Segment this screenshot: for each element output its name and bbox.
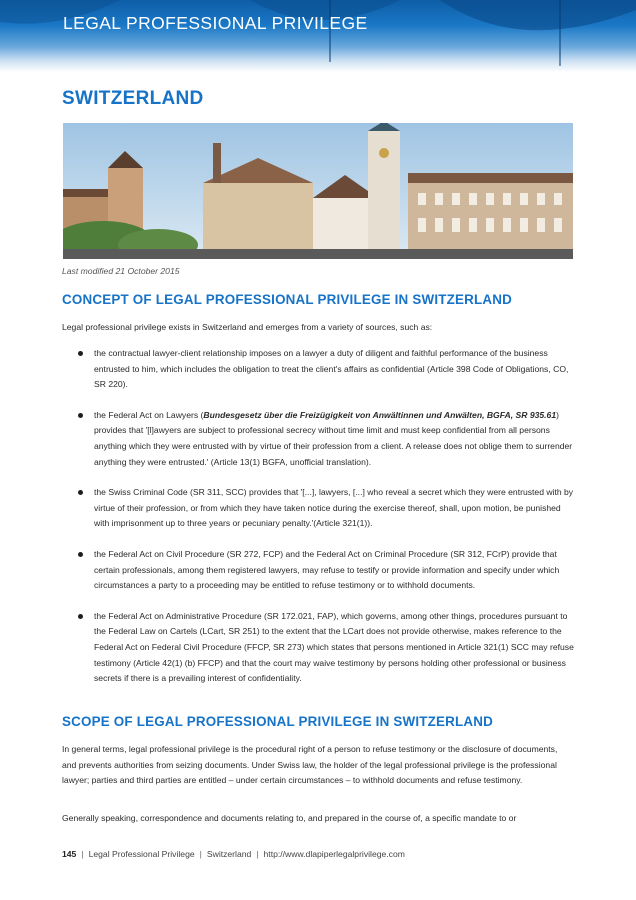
list-item-emphasis: Bundesgesetz über die Freizügigkeit von Anwältinnen und Anwälten, BGFA, SR 935.61 [203,409,557,420]
list-item [62,408,574,470]
footer-country: Switzerland [206,849,252,859]
scope-paragraph-2: Generally speaking, correspondence and documents relating to, and prepared in the course of, a specific mandate to or [62,813,517,823]
list-item [62,609,574,687]
banner-title: LEGAL PROFESSIONAL PRIVILEGE [63,13,368,33]
list-item [62,547,574,594]
bullet-icon [78,552,83,557]
footer-url-link[interactable]: http://www.dlapiperlegalprivilege.com [263,849,405,859]
bullet-icon [78,490,83,495]
bullet-icon [78,614,83,619]
list-item-text-cont: ) provides that '[l]awyers are subject to professional secrecy without time limit and must keep confidential from all persons anything which they were entrusted with by virtue of their profession from a client. A release does not oblige them to surrender anything they were entrusted.' (Article 13(1) BGFA, unofficial translation). [94,409,573,467]
last-modified-date: Last modified 21 October 2015 [62,266,180,276]
list-item-text: the Federal Act on Lawyers ( [94,409,204,420]
country-heading: SWITZERLAND [62,88,204,109]
list-item-text: the Federal Act on Civil Procedure (SR 272, FCP) and the Federal Act on Criminal Procedure (SR 312, FCrP) provide that certain professionals, among them registered lawyers, may refuse to testify or provide information and specify under which circumstances a party to a proceeding may be entitled to refuse testimony or to withhold documents. [94,548,560,591]
list-item-text: the contractual lawyer-client relationship imposes on a lawyer a duty of diligent and faithful performance of the business entrusted to him, which includes the obligation to treat the client's affairs as confidential (Article 398 Code of Obligations, CO, SR 220). [94,348,569,390]
list-item-text: the Swiss Criminal Code (SR 311, SCC) provides that '[...], lawyers, [...] who reveal a secret which they were entrusted with by virtue of their profession, or from which they have taken notice during the exercise thereof, shall, upon motion, be punished with imprisonment up to three years or pecuniary penalty.'(Article 321(1)). [94,487,574,529]
list-item [62,485,574,532]
list-item [62,346,574,393]
section-intro: Legal professional privilege exists in Switzerland and emerges from a variety of sources, such as: [62,322,433,332]
list-item-text: the Federal Act on Administrative Procedure (SR 172.021, FAP), which governs, among other things, procedures pursuant to the Federal Law on Cartels (LCart, SR 251) to the extent that the LCart does not provide otherwise, makes reference to the Federal Act on Federal Civil Procedure (FFCP, SR 273) which states that persons mentioned in Article 321(1) SCC may refuse testimony (Article 42(1) (b) FFCP) and that the court may waive testimony by persons holding other professional or business secrets if there is a prevailing interest of confidentiality. [94,610,574,684]
header-banner [0,0,636,72]
privilege-sources-list [62,346,574,702]
bullet-icon [78,413,83,418]
footer-publication: Legal Professional Privilege [88,849,195,859]
page-footer: 145 | Legal Professional Privilege | Switzerland | http://www.dlapiperlegalprivilege.com [62,849,405,859]
banner-umbrella-graphic [0,0,636,72]
scope-paragraph-1: In general terms, legal professional privilege is the procedural right of a person to refuse testimony or the disclosure of documents, and prevents authorities from seizing documents. Under Swiss law, the holder of the legal professional privilege is the professional lawyer; parties and third parties are entitled – under certain circumstances – to withhold documents and refuse testimony. [62,744,558,785]
zurich-skyline-image [63,123,573,259]
section-heading-scope: SCOPE OF LEGAL PROFESSIONAL PRIVILEGE IN SWITZERLAND [62,714,494,729]
section-heading-concept: CONCEPT OF LEGAL PROFESSIONAL PRIVILEGE IN SWITZERLAND [62,292,512,307]
zurich-photo [63,123,573,259]
bullet-icon [78,351,83,356]
page-number: 145 [62,849,77,859]
